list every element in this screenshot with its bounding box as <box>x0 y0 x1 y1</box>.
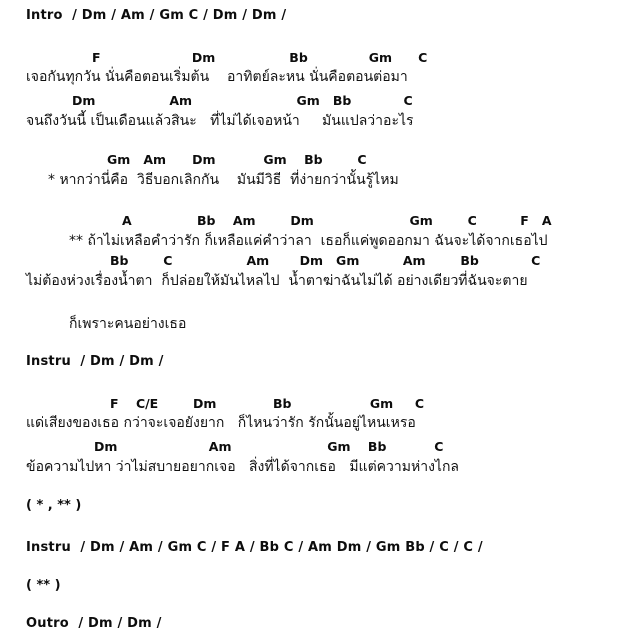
doublestar-lyricline-1: ** ถ้าไม่เหลือคำว่ารัก ก็เหลือแค่คำว่าลา เธอก็แค่พูดออกมา ฉันจะได้จากเธอไป <box>69 233 548 249</box>
star-section-chordline: Gm Am Dm Gm Bb C <box>107 152 367 167</box>
section-instru-2-line: Instru / Dm / Am / Gm C / F A / Bb C / Am Dm / Gm Bb / C / C / <box>26 540 483 555</box>
section-instru-1-line: Instru / Dm / Dm / <box>26 354 164 369</box>
verse2-lyricline-1: แด่เสียงของเธอ กว่าจะเจอยังยาก ก็ไหนว่ารัก รักนั้นอยู่ไหนเหรอ <box>26 415 416 431</box>
repeat-marker-doublestar: ( ** ) <box>26 578 61 593</box>
section-outro-line: Outro / Dm / Dm / <box>26 616 162 631</box>
verse2-chordline-2: Dm Am Gm Bb C <box>94 439 444 454</box>
verse1-chordline-2: Dm Am Gm Bb C <box>72 93 413 108</box>
doublestar-chordline-1: A Bb Am Dm Gm C F A <box>122 213 552 228</box>
doublestar-lyricline-3: ก็เพราะคนอย่างเธอ <box>69 316 187 332</box>
verse2-lyricline-2: ข้อความไปหา ว่าไม่สบายอยากเจอ สิ่งที่ได้จากเธอ มีแต่ความห่างไกล <box>26 459 460 475</box>
verse1-lyricline-2: จนถึงวันนี้ เป็นเดือนแล้วสินะ ที่ไม่ได้เจอหน้า มันแปลว่าอะไร <box>26 113 414 129</box>
verse1-lyricline-1: เจอกันทุกวัน นั่นคือตอนเริ่มต้น อาทิตย์ละหน นั่นคือตอนต่อมา <box>26 69 408 85</box>
repeat-marker-star-doublestar: ( * , ** ) <box>26 498 82 513</box>
doublestar-lyricline-2: ไม่ต้องห่วงเรื่องน้ำตา ก็ปล่อยให้มันไหลไป น้ำตาฆ่าฉันไม่ได้ อย่างเดียวที่ฉันจะตาย <box>26 273 528 289</box>
section-intro-line: Intro / Dm / Am / Gm C / Dm / Dm / <box>26 8 287 23</box>
star-section-lyricline: * หากว่านี่คือ วิธีบอกเลิกกัน มันมีวิธี ที่ง่ายกว่านั้นรู้ไหม <box>48 172 399 188</box>
verse1-chordline-1: F Dm Bb Gm C <box>92 50 428 65</box>
verse2-chordline-1: F C/E Dm Bb Gm C <box>110 396 425 411</box>
doublestar-chordline-2: Bb C Am Dm Gm Am Bb C <box>110 253 541 268</box>
